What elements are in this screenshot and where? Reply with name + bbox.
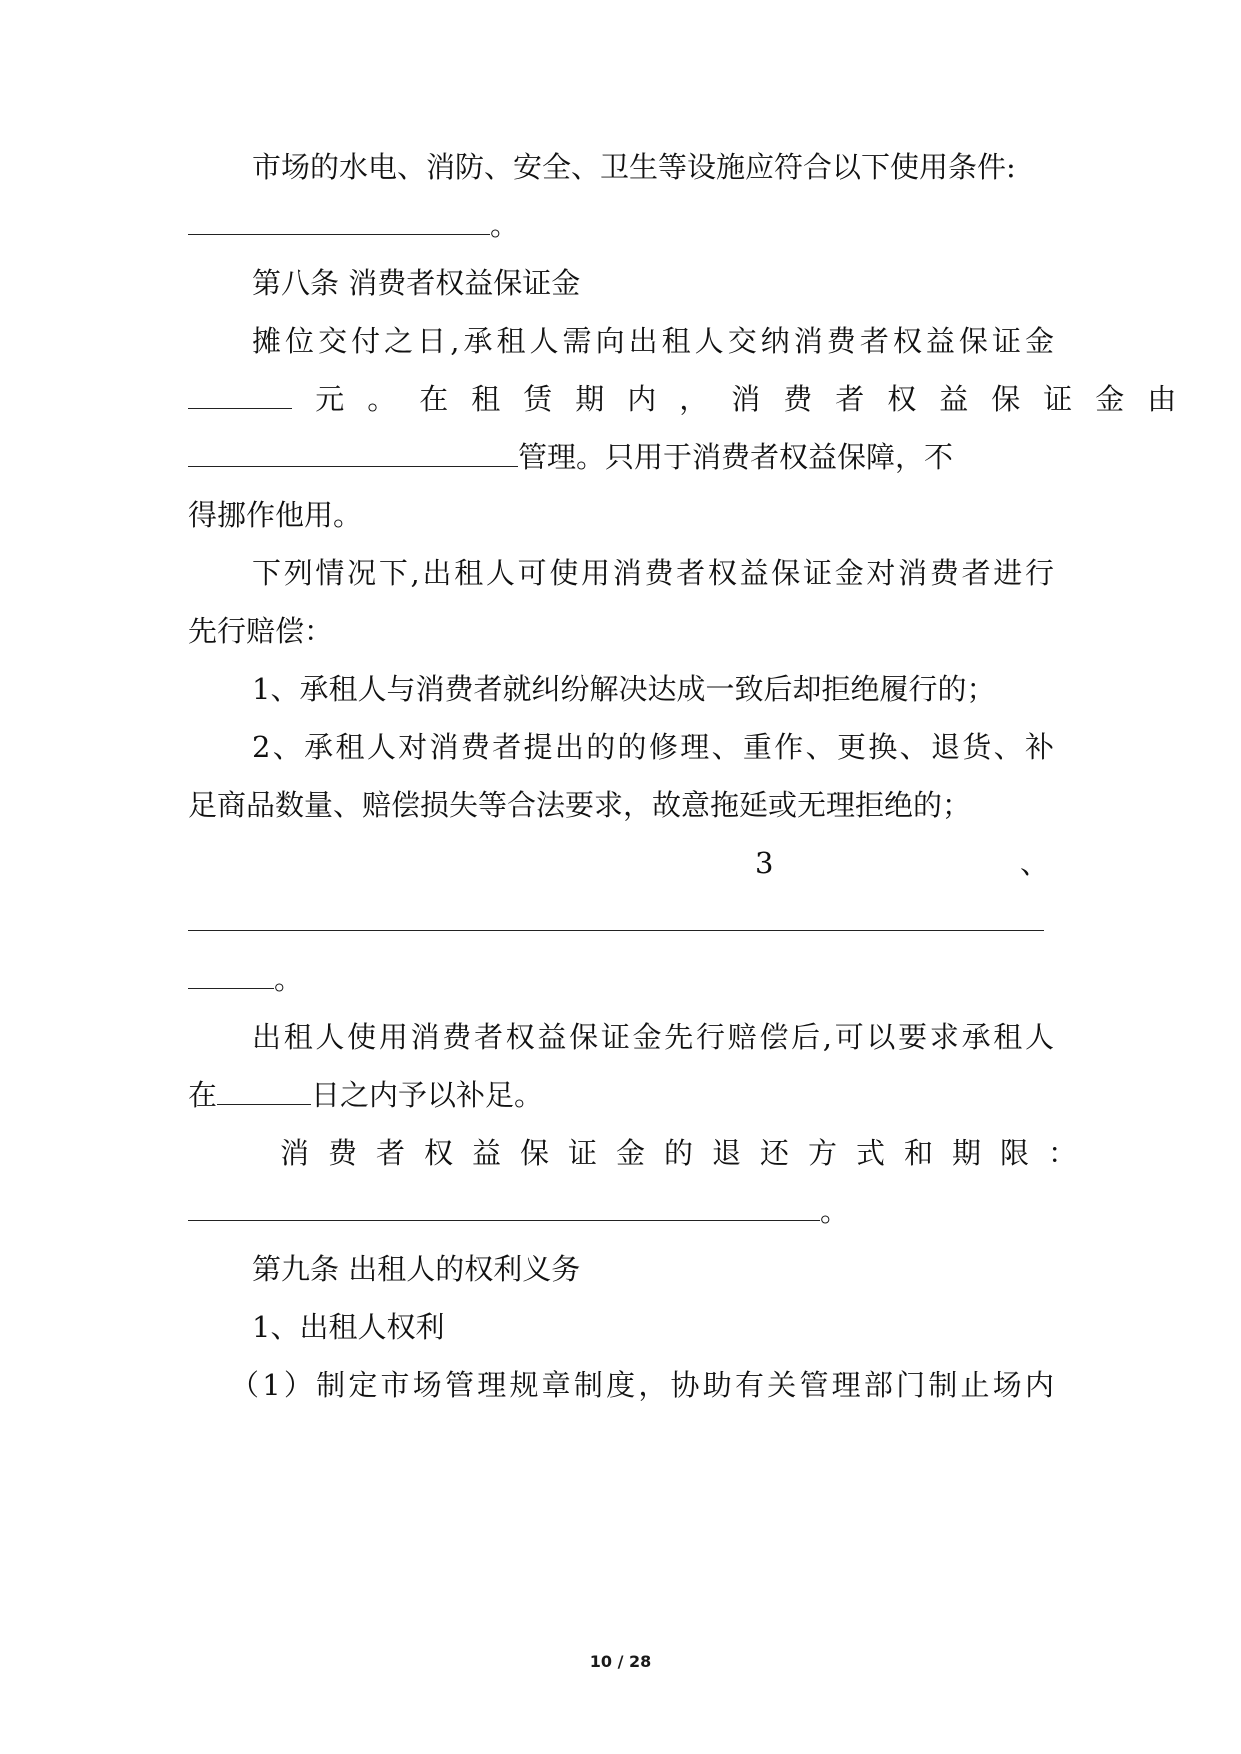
list-item [188, 1363, 1054, 1407]
text: 1、出租人权利 [252, 1310, 445, 1344]
paragraph-line [188, 609, 1054, 653]
text: 市场的水电、消防、安全、卫生等设施应符合以下使用条件: [252, 150, 1016, 184]
text: 日之内予以补足。 [311, 1078, 544, 1112]
list-item [188, 725, 1054, 769]
fill-in-blank [188, 440, 518, 467]
item-number: 3 [755, 846, 774, 880]
paragraph-line [188, 1189, 1054, 1233]
text: 得挪作他用。 [188, 498, 363, 532]
list-item [188, 667, 1054, 711]
fill-in-blank [188, 208, 490, 235]
paragraph-line [188, 435, 1054, 479]
section-heading [188, 1305, 1054, 1349]
text: （1）制定市场管理规章制度，协助有关管理部门制止场内 [230, 1368, 1054, 1402]
paragraph-line [188, 203, 1054, 247]
list-item [188, 841, 1054, 885]
text: 在 [188, 1078, 218, 1112]
fill-in-blank [217, 1078, 311, 1105]
paragraph-line [188, 1131, 1097, 1175]
fill-in-blank [188, 1194, 820, 1221]
paragraph-line [188, 493, 1054, 537]
paragraph-line [188, 319, 1054, 363]
text: 管理。只用于消费者权益保障，不 [518, 440, 954, 474]
text: 1、承租人与消费者就纠纷解决达成一致后却拒绝履行的； [252, 672, 996, 706]
text: 2、承租人对消费者提出的的修理、重作、更换、退货、补 [252, 730, 1054, 764]
item-separator: 、 [1020, 846, 1050, 880]
fill-in-blank [188, 904, 1044, 931]
fill-in-blank [188, 962, 274, 989]
text: 足商品数量、赔偿损失等合法要求，故意拖延或无理拒绝的； [188, 788, 972, 822]
article-heading [188, 1247, 1054, 1291]
paragraph-line [188, 1073, 1054, 1117]
text: 元。在租赁期内，消费者权益保证金由 [315, 382, 1200, 416]
fill-in-blank [188, 382, 292, 409]
heading-text: 第九条 出租人的权利义务 [252, 1252, 581, 1286]
text: 摊位交付之日,承租人需向出租人交纳消费者权益保证金 [252, 324, 1054, 358]
text: 出租人使用消费者权益保证金先行赔偿后,可以要求承租人 [252, 1020, 1054, 1054]
text: 先行赔偿： [188, 614, 334, 648]
text: 下列情况下,出租人可使用消费者权益保证金对消费者进行 [252, 556, 1054, 590]
heading-text: 第八条 消费者权益保证金 [252, 266, 581, 300]
paragraph-line [188, 899, 1054, 943]
text: 消费者权益保证金的退还方式和期限： [280, 1136, 1097, 1170]
paragraph-line [188, 145, 1054, 189]
text: 。 [820, 1194, 850, 1228]
text: 。 [490, 208, 520, 242]
article-heading [188, 261, 1054, 305]
paragraph-line [188, 783, 1054, 827]
paragraph-line [188, 377, 1200, 421]
text: 。 [274, 962, 304, 996]
page-number: 10 / 28 [589, 1652, 652, 1671]
paragraph-line [188, 551, 1054, 595]
paragraph-line [188, 957, 1054, 1001]
paragraph-line [188, 1015, 1054, 1059]
